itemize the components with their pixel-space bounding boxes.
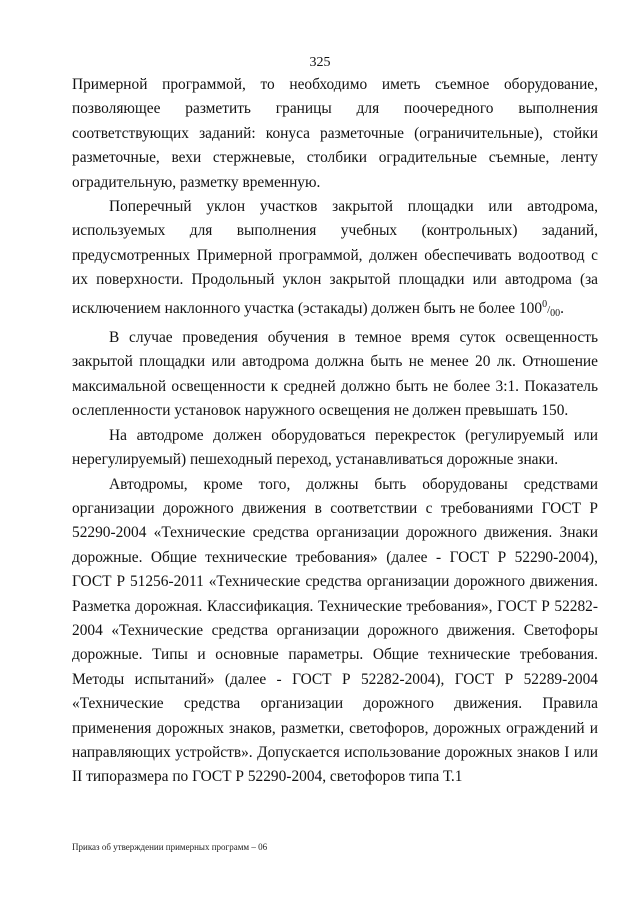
paragraph-1: Примерной программой, то необходимо иметь съемное оборудование, позволяющее разметить границы для поочередного выполнения соответствующих заданий: конуса разметочные (ограничительные), стойки разметочные, вехи стержневые, столбики оградительные съемные, ленту оградительную, разметку временную. xyxy=(72,76,598,191)
body-text xyxy=(72,73,598,790)
permille-sup: 0 xyxy=(542,298,548,310)
footer-note: Приказ об утверждении примерных программ – 06 xyxy=(72,842,268,852)
permille-sign: $^0/_{00}$ xyxy=(542,298,561,319)
paragraph-3: В случае проведения обучения в темное время суток освещенность закрытой площадки или автодрома должна быть не менее 20 лк. Отношение максимальной освещенности к средней должно быть не более 3:1. Показатель ослепленности установок наружного освещения не должен превышать 150. xyxy=(72,329,598,420)
paragraph-5: Автодромы, кроме того, должны быть оборудованы средствами организации дорожного движения в соответствии с требованиями ГОСТ Р 52290-2004 «Технические средства организации дорожного движения. Знаки дорожные. Общие технические требования» (далее - ГОСТ Р 52290-2004), ГОСТ Р 51256-2011 «Технические средства организации дорожного движения. Разметка дорожная. Классификация. Технические требования», ГОСТ Р 52282-2004 «Технические средства организации дорожного движения. Светофоры дорожные. Типы и основные параметры. Общие технические требования. Методы испытаний» (далее - ГОСТ Р 52282-2004), ГОСТ Р 52289-2004 «Технические средства организации дорожного движения. Правила применения дорожных знаков, разметки, светофоров, дорожных ограждений и направляющих устройств». Допускается использование дорожных знаков I или II типоразмера по ГОСТ Р 52290-2004, светофоров типа Т.1 xyxy=(72,475,598,786)
permille-sub: 00 xyxy=(550,307,561,319)
page-number: 325 xyxy=(309,55,331,70)
paragraph-2-text: Поперечный уклон участков закрытой площадки или автодрома, используемых для выполнения учебных (контрольных) заданий, предусмотренных Примерной программой, должен обеспечивать водоотвод с их поверхности. Продольный уклон закрытой площадки или автодрома (за исключением наклонного участка (эстакады) должен быть не более 100 xyxy=(72,198,598,317)
paragraph-4: На автодроме должен оборудоваться перекресток (регулируемый или нерегулируемый) пешеходный переход, устанавливаться дорожные знаки. xyxy=(72,426,598,469)
paragraph-2: Поперечный уклон участков закрытой площадки или автодрома, используемых для выполнения учебных (контрольных) заданий, предусмотренных Примерной программой, должен обеспечивать водоотвод с их поверхности. Продольный уклон закрытой площадки или автодрома (за исключением наклонного участка (эстакады) должен быть не более $100^0/_{00}$. xyxy=(72,198,598,319)
